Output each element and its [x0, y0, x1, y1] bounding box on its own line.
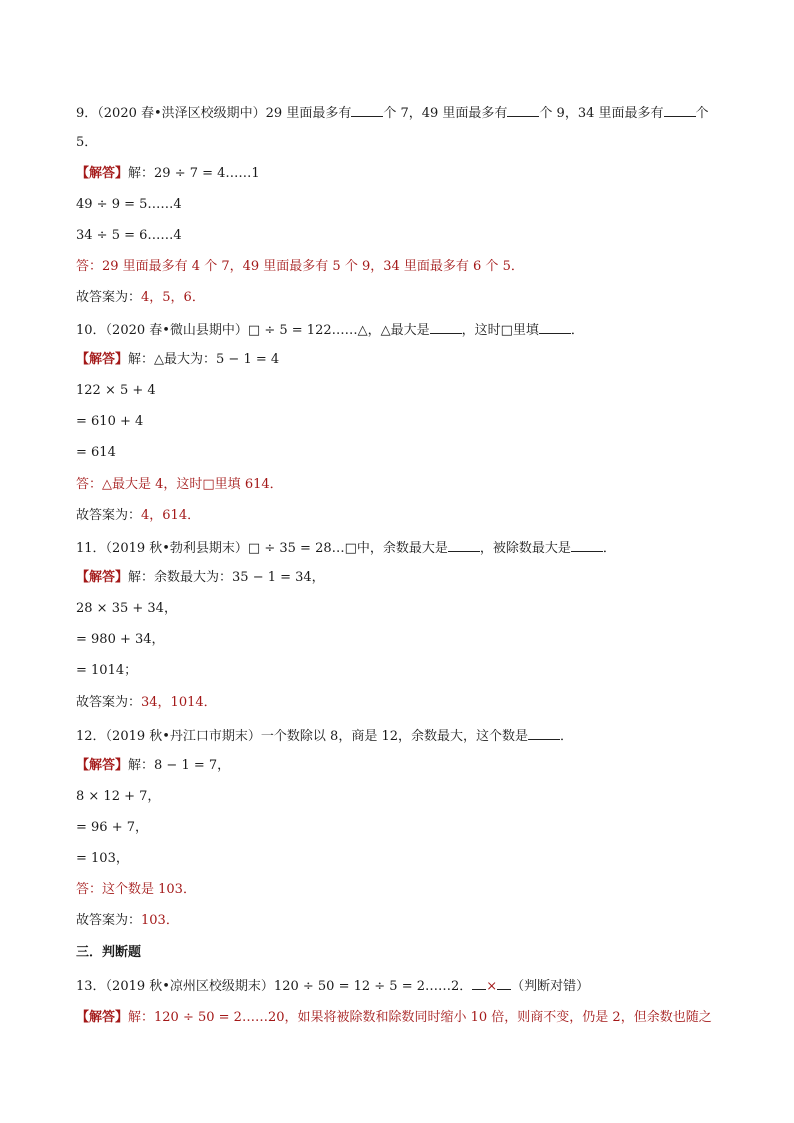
q10-answer: 答：△最大是 4，这时□里填 614． [76, 477, 283, 492]
q9-stem-cont: 5． [76, 135, 98, 150]
q12-solution-2: 8 × 12 + 7， [76, 789, 161, 804]
section-heading: 三．判断题 [76, 945, 142, 960]
q12-stem: 12．（2019 秋•丹江口市期末）一个数除以 8，商是 12，余数最大，这个数是 ． [76, 729, 574, 744]
q10-solution-3: = 610 + 4 [76, 414, 144, 429]
answer-blank [497, 977, 511, 990]
answer-blank [528, 727, 560, 740]
q9-solution-3: 34 ÷ 5 = 6……4 [76, 228, 182, 243]
q9-solution-2: 49 ÷ 9 = 5……4 [76, 197, 182, 212]
solution-tag: 【解答】 [76, 570, 129, 585]
solution-tag: 【解答】 [76, 166, 129, 181]
q11-final: 故答案为：34，1014． [76, 695, 217, 710]
q11-solution-2: 28 × 35 + 34， [76, 601, 177, 616]
judgement-mark: × [486, 979, 498, 994]
q9-answer: 答：29 里面最多有 4 个 7，49 里面最多有 5 个 9，34 里面最多有 6 个 5． [76, 259, 524, 274]
q10-solution-4: = 614 [76, 445, 116, 460]
q11-solution-1: 【解答】解：余数最大为：35 − 1 = 34， [76, 570, 325, 585]
answer-blank [571, 539, 603, 552]
q10-solution-2: 122 × 5 + 4 [76, 383, 156, 398]
q12-solution-3: = 96 + 7， [76, 820, 148, 835]
q9-solution-1: 【解答】解：29 ÷ 7 = 4……1 [76, 166, 260, 181]
solution-tag: 【解答】 [76, 352, 129, 367]
q9-final: 故答案为：4，5，6． [76, 290, 205, 305]
q10-final: 故答案为：4，614． [76, 508, 201, 523]
q13-stem: 13．（2019 秋•凉州区校级期末）120 ÷ 50 = 12 ÷ 5 = 2……2． × （判断对错） [76, 979, 590, 994]
q10-solution-1: 【解答】解：△最大为：5 − 1 = 4 [76, 352, 280, 367]
answer-blank [448, 539, 480, 552]
answer-blank [664, 104, 696, 117]
q12-solution-4: = 103， [76, 851, 129, 866]
q9-stem: 9．（2020 春•洪泽区校级期中）29 里面最多有 个 7，49 里面最多有 个 9，34 里面最多有 个 [76, 106, 709, 121]
q11-solution-4: = 1014； [76, 663, 138, 678]
q10-stem: 10．（2020 春•微山县期中）□ ÷ 5 = 122……△，△最大是 ，这时□里填 ． [76, 323, 584, 338]
q13-solution-1: 【解答】解：120 ÷ 50 = 2……20，如果将被除数和除数同时缩小 10 倍，则商不变，仍是 2，但余数也随之 [76, 1010, 712, 1025]
answer-blank [539, 321, 571, 334]
answer-blank [507, 104, 539, 117]
solution-tag: 【解答】 [76, 758, 129, 773]
q11-solution-3: = 980 + 34， [76, 632, 165, 647]
q12-final: 故答案为：103． [76, 913, 179, 928]
q12-solution-1: 【解答】解：8 − 1 = 7， [76, 758, 231, 773]
q12-answer: 答：这个数是 103． [76, 882, 196, 897]
answer-blank [472, 977, 486, 990]
solution-tag: 【解答】 [76, 1010, 129, 1025]
answer-blank [351, 104, 383, 117]
q11-stem: 11．（2019 秋•勃利县期末）□ ÷ 35 = 28…□中，余数最大是 ，被除数最大是 ． [76, 541, 616, 556]
answer-blank [430, 321, 462, 334]
